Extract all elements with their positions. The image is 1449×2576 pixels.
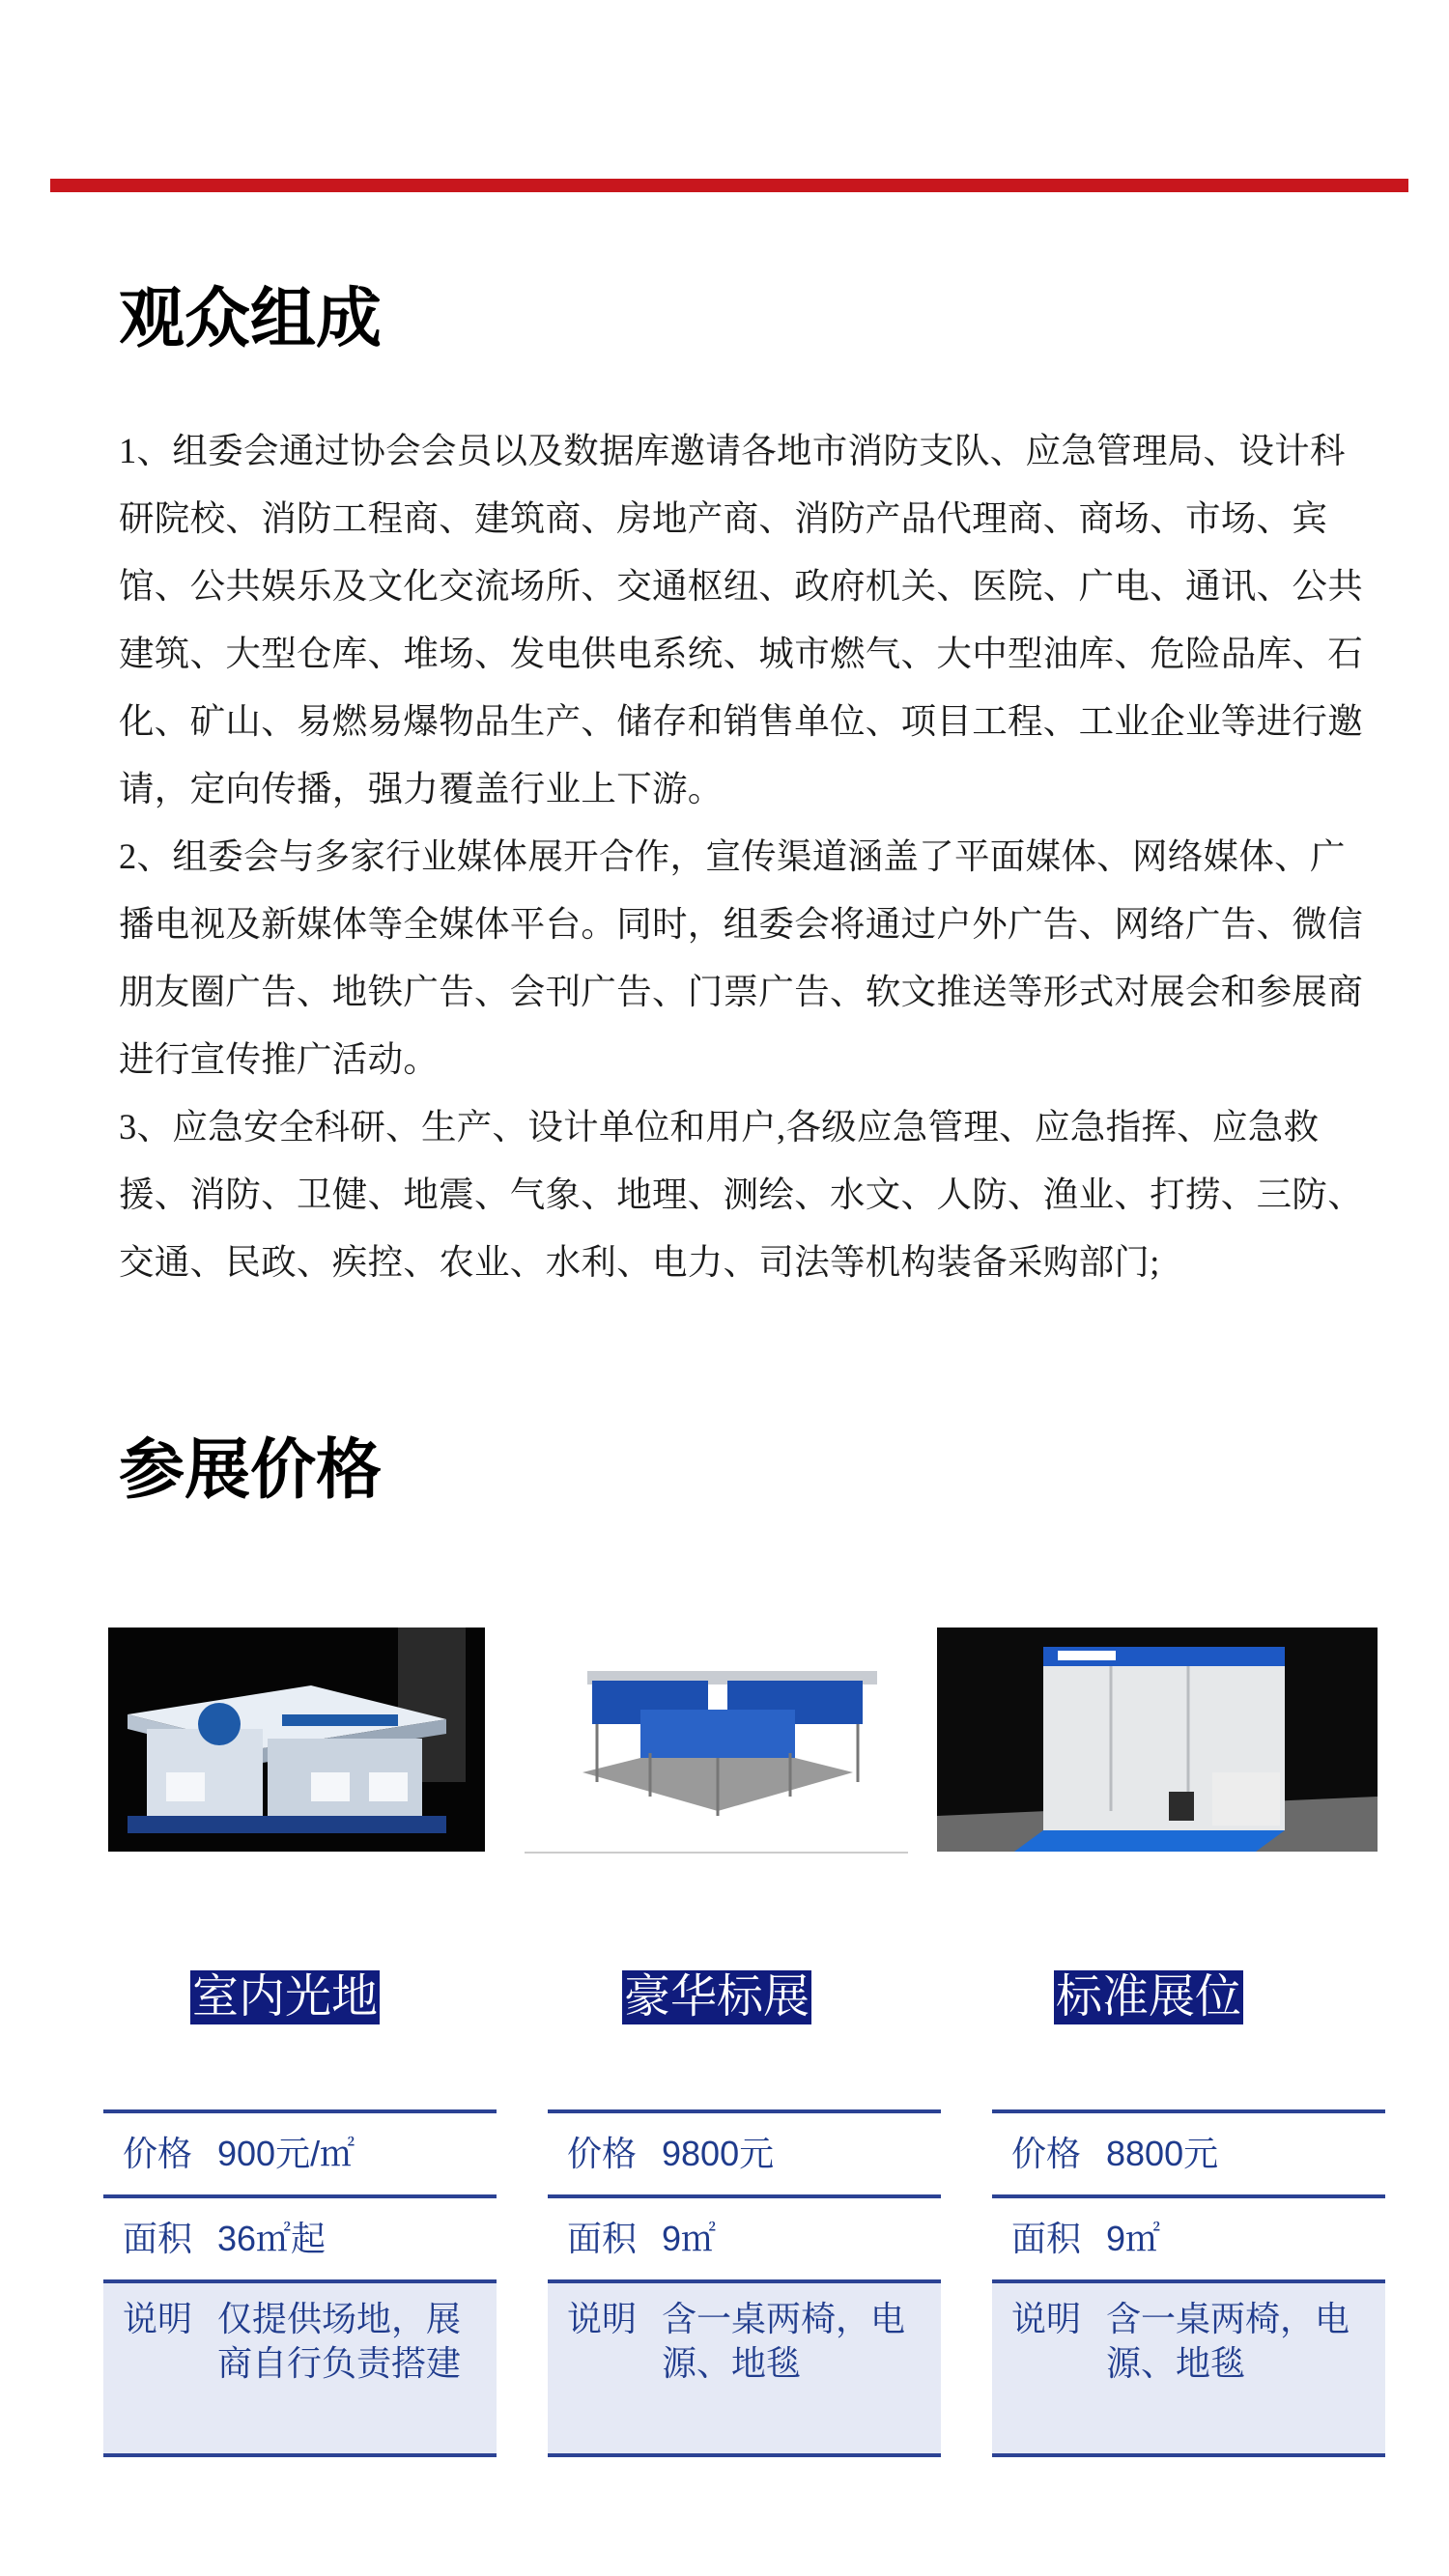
note-row (548, 2283, 941, 2457)
note-value: 仅提供场地，展商自行负责搭建 (217, 2299, 462, 2383)
note-key: 说明 (567, 2299, 638, 2338)
area-value: 9㎡ (662, 2219, 717, 2258)
section-title-pricing: 参展价格 (119, 1433, 383, 1507)
audience-paragraph-1: 1、组委会通过协会会员以及数据库邀请各地市消防支队、应急管理局、设计科研院校、消防工程商、建筑商、房地产商、消防产品代理商、商场、市场、宾馆、公共娱乐及文化交流场所、交通枢纽、政府机关、医院、广电、通讯、公共建筑、大型仓库、堆场、发电供电系统、城市燃气、大中型油库、危险品库、石化、矿山、易燃易爆物品生产、储存和销售单位、项目工程、工业企业等进行邀请，定向传播，强力覆盖行业上下游。 (119, 431, 1363, 808)
area-key: 面积 (567, 2219, 638, 2258)
price-value: 9800元 (662, 2134, 775, 2173)
area-row (548, 2198, 941, 2283)
booth-photo-standard (937, 1628, 1378, 1852)
price-key: 价格 (567, 2134, 638, 2173)
note-value: 含一桌两椅，电源、地毯 (1106, 2299, 1350, 2383)
note-row (103, 2283, 497, 2457)
area-row (103, 2198, 497, 2283)
note-value: 含一桌两椅，电源、地毯 (662, 2299, 906, 2383)
price-value: 900元/㎡ (217, 2134, 355, 2173)
booth-photo-indoor-space (108, 1628, 485, 1852)
price-table-1 (103, 2109, 497, 2457)
price-table-3 (992, 2109, 1385, 2457)
area-value: 9㎡ (1106, 2219, 1161, 2258)
note-key: 说明 (123, 2299, 193, 2338)
note-key: 说明 (1011, 2299, 1082, 2338)
area-key: 面积 (1011, 2219, 1082, 2258)
price-key: 价格 (1011, 2134, 1082, 2173)
section-title-audience: 观众组成 (119, 282, 383, 355)
audience-paragraph-2: 2、组委会与多家行业媒体展开合作，宣传渠道涵盖了平面媒体、网络媒体、广播电视及新媒体等全媒体平台。同时，组委会将通过户外广告、网络广告、微信朋友圈广告、地铁广告、会刊广告、门票广告、软文推送等形式对展会和参展商进行宣传推广活动。 (119, 836, 1363, 1079)
price-value: 8800元 (1106, 2134, 1219, 2173)
booth-photo-deluxe (525, 1628, 908, 1854)
area-value: 36㎡起 (217, 2219, 327, 2258)
price-table-2 (548, 2109, 941, 2457)
price-row (992, 2113, 1385, 2198)
top-red-rule (50, 179, 1408, 192)
audience-body (119, 417, 1365, 1296)
booth-type-label-2: 豪华标展 (624, 1971, 810, 2023)
booth-type-label-3: 标准展位 (1056, 1971, 1242, 2023)
booth-type-label-1: 室内光地 (192, 1971, 379, 2023)
audience-paragraph-3: 3、应急安全科研、生产、设计单位和用户,各级应急管理、应急指挥、应急救援、消防、卫健、地震、气象、地理、测绘、水文、人防、渔业、打捞、三防、交通、民政、疾控、农业、水利、电力、司法等机构装备采购部门; (119, 1107, 1363, 1282)
price-row (548, 2113, 941, 2198)
area-row (992, 2198, 1385, 2283)
price-key: 价格 (123, 2134, 193, 2173)
area-key: 面积 (123, 2219, 193, 2258)
price-row (103, 2113, 497, 2198)
note-row (992, 2283, 1385, 2457)
